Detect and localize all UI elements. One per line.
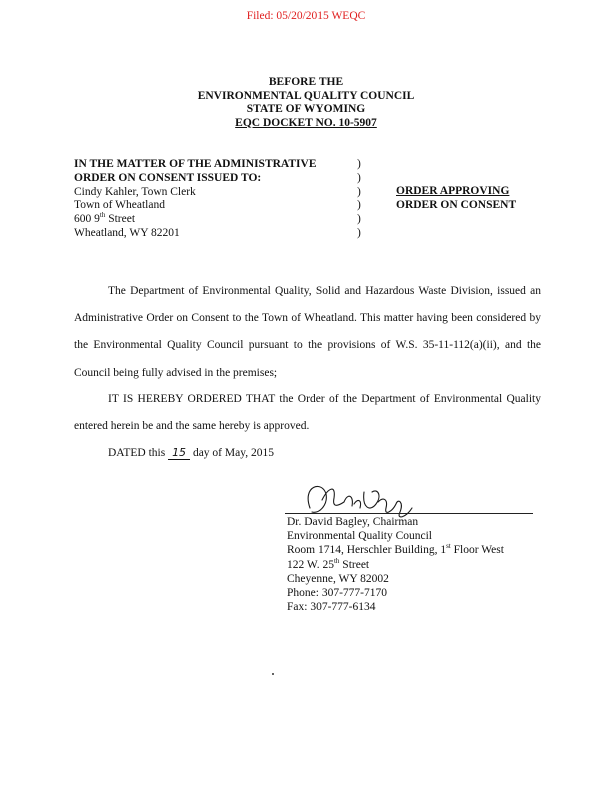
dated-prefix: DATED this [108,447,169,459]
paren: ) [357,199,361,212]
paragraph-order: IT IS HEREBY ORDERED THAT the Order of the Department of Environmental Quality entered herein be and the same hereby is approved. [74,393,541,433]
paren: ) [357,185,361,198]
street-post: Street [339,558,370,571]
docket-number: EQC DOCKET NO. 10-5907 [235,116,377,129]
signer-phone: Phone: 307-777-7170 [287,587,387,600]
party-street-number: 600 9 [74,213,100,226]
heading-state: STATE OF WYOMING [246,103,366,116]
room-pre: Room 1714, Herschler Building, 1 [287,544,447,557]
party-street [74,213,364,227]
caption-parentheses [357,158,367,241]
paren: ) [357,213,361,226]
order-title [396,185,576,213]
matter-line-2: ORDER ON CONSENT ISSUED TO: [74,171,262,184]
filed-stamp: Filed: 05/20/2015 WEQC [246,10,366,22]
room-ordinal: st [446,542,451,551]
signature-block [287,515,547,614]
party-name: Cindy Kahler, Town Clerk [74,185,196,198]
party-city: Wheatland, WY 82201 [74,226,180,239]
heading-council: ENVIRONMENTAL QUALITY COUNCIL [197,89,415,102]
room-post: Floor West [450,544,504,557]
paren: ) [357,226,361,239]
signer-city: Cheyenne, WY 82002 [287,572,389,585]
signature-line [285,513,533,514]
signer-street [287,558,547,572]
party-town: Town of Wheatland [74,199,165,212]
dated-suffix: day of May, 2015 [190,447,274,459]
matter-line-1: IN THE MATTER OF THE ADMINISTRATIVE [74,158,317,170]
street-ordinal: th [333,556,340,565]
signer-room [287,543,547,557]
paren: ) [357,171,361,184]
dated-day: 15 [168,447,190,460]
document-heading [0,76,612,130]
case-caption-parties [74,158,364,241]
dated-line [108,440,274,467]
order-title-line-2: ORDER ON CONSENT [396,198,517,211]
signer-fax: Fax: 307-777-6134 [287,601,376,614]
heading-before: BEFORE THE [268,76,344,88]
paragraph-background: The Department of Environmental Quality, Solid and Hazardous Waste Division, issued an Administrative Order on Consent to the Town of Wheatland. This matter having been considered by the Environmental Quality Council pursuant to the provisions of W.S. 35-11-112(a)(ii), and the Council being fully advised in the premises; [74,285,541,379]
signer-name: Dr. David Bagley, Chairman [287,516,419,528]
paren: ) [357,158,361,170]
party-street-ordinal: th [99,211,106,220]
party-street-name: Street [105,213,136,226]
stray-mark [272,673,274,675]
street-pre: 122 W. 25 [287,558,334,571]
signer-org: Environmental Quality Council [287,530,433,543]
order-title-line-1: ORDER APPROVING [396,185,510,197]
